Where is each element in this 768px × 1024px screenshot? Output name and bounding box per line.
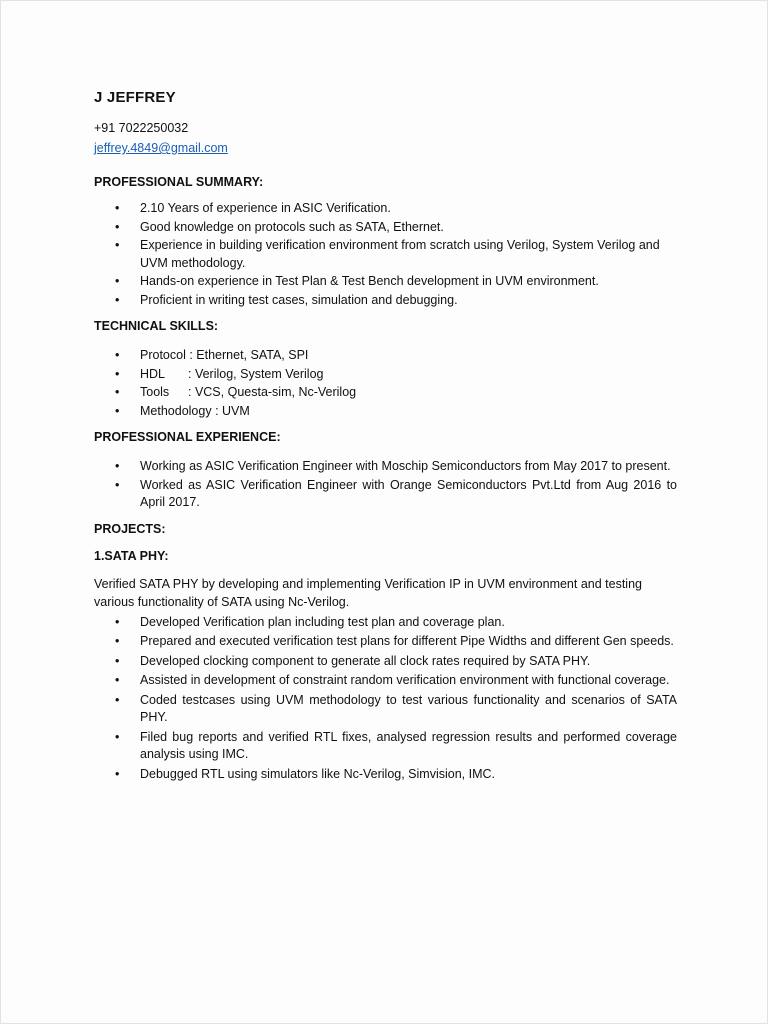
list-item <box>94 614 677 632</box>
project-task-text: Developed clocking component to generate all clock rates required by SATA PHY. <box>140 653 591 668</box>
list-item <box>94 653 677 671</box>
project-tasks-list <box>94 614 677 784</box>
bullet-icon: • <box>115 274 120 288</box>
bullet-icon: • <box>115 673 120 687</box>
bullet-icon: • <box>115 201 120 215</box>
experience-list <box>94 458 677 512</box>
phone-number: +91 7022250032 <box>94 121 189 135</box>
list-item <box>94 458 677 476</box>
list-item <box>94 477 677 512</box>
list-item <box>94 273 677 291</box>
projects-heading: PROJECTS: <box>94 521 166 536</box>
summary-list <box>94 200 677 309</box>
skill-key: Methodology <box>140 403 212 418</box>
list-item <box>94 237 677 272</box>
bullet-icon: • <box>115 459 120 473</box>
list-item <box>94 347 677 365</box>
bullet-icon: • <box>115 219 120 234</box>
bullet-icon: • <box>115 634 120 648</box>
experience-item-text: Worked as ASIC Verification Engineer with Orange Semiconductors Pvt.Ltd from Aug 2016 to April 2017. <box>140 477 677 509</box>
skill-key: HDL <box>140 366 166 381</box>
list-item <box>94 692 677 727</box>
list-item <box>94 366 677 384</box>
list-item <box>94 200 677 218</box>
bullet-icon: • <box>115 653 120 668</box>
skill-key: Protocol <box>140 348 186 362</box>
candidate-name: J JEFFREY <box>94 89 176 106</box>
list-item <box>94 729 677 764</box>
bullet-icon: • <box>115 729 120 744</box>
project-task-text: Prepared and executed verification test plans for different Pipe Widths and different Gen speeds. <box>140 634 674 648</box>
experience-heading: PROFESSIONAL EXPERIENCE: <box>94 430 281 444</box>
resume-content <box>94 89 677 785</box>
project-title: 1.SATA PHY: <box>94 548 169 563</box>
bullet-icon: • <box>115 692 120 707</box>
bullet-icon: • <box>115 366 120 381</box>
bullet-icon: • <box>115 348 120 362</box>
project-description: Verified SATA PHY by developing and implementing Verification IP in UVM environment and testing various functionality of SATA using Nc-Verilog. <box>94 576 642 609</box>
list-item <box>94 403 677 421</box>
summary-item-text: Proficient in writing test cases, simulation and debugging. <box>140 292 458 307</box>
project-task-text: Developed Verification plan including test plan and coverage plan. <box>140 614 505 629</box>
list-item <box>94 633 677 651</box>
summary-heading: PROFESSIONAL SUMMARY: <box>94 175 264 189</box>
bullet-icon: • <box>115 292 120 307</box>
skills-list <box>94 347 677 420</box>
list-item <box>94 384 677 402</box>
project-task-text: Coded testcases using UVM methodology to test various functionality and scenarios of SATA PHY. <box>140 692 677 724</box>
summary-item-text: Hands-on experience in Test Plan & Test Bench development in UVM environment. <box>140 274 599 288</box>
summary-item-text: Good knowledge on protocols such as SATA, Ethernet. <box>140 219 444 234</box>
project-task-text: Assisted in development of constraint random verification environment with functional coverage. <box>140 673 670 687</box>
project-task-text: Filed bug reports and verified RTL fixes, analysed regression results and performed coverage analysis using IMC. <box>140 729 677 761</box>
bullet-icon: • <box>115 614 120 629</box>
bullet-icon: • <box>115 403 120 418</box>
bullet-icon: • <box>115 385 120 399</box>
list-item <box>94 292 677 310</box>
list-item <box>94 219 677 237</box>
experience-item-text: Working as ASIC Verification Engineer with Moschip Semiconductors from May 2017 to present. <box>140 459 671 473</box>
bullet-icon: • <box>115 477 120 492</box>
bullet-icon: • <box>115 238 120 252</box>
email-link[interactable]: jeffrey.4849@gmail.com <box>94 141 228 155</box>
list-item <box>94 766 677 784</box>
skill-value: : UVM <box>215 403 250 418</box>
skills-heading: TECHNICAL SKILLS: <box>94 319 219 333</box>
skill-value: : VCS, Questa-sim, Nc-Verilog <box>188 385 357 399</box>
list-item <box>94 672 677 690</box>
summary-item-text: Experience in building verification environment from scratch using Verilog, System Verilog and UVM methodology. <box>140 238 660 270</box>
skill-key: Tools <box>140 385 170 399</box>
skill-value: : Ethernet, SATA, SPI <box>189 348 309 362</box>
project-task-text: Debugged RTL using simulators like Nc-Verilog, Simvision, IMC. <box>140 766 495 781</box>
summary-item-text: 2.10 Years of experience in ASIC Verification. <box>140 201 391 215</box>
skill-value: : Verilog, System Verilog <box>188 366 324 381</box>
bullet-icon: • <box>115 766 120 781</box>
